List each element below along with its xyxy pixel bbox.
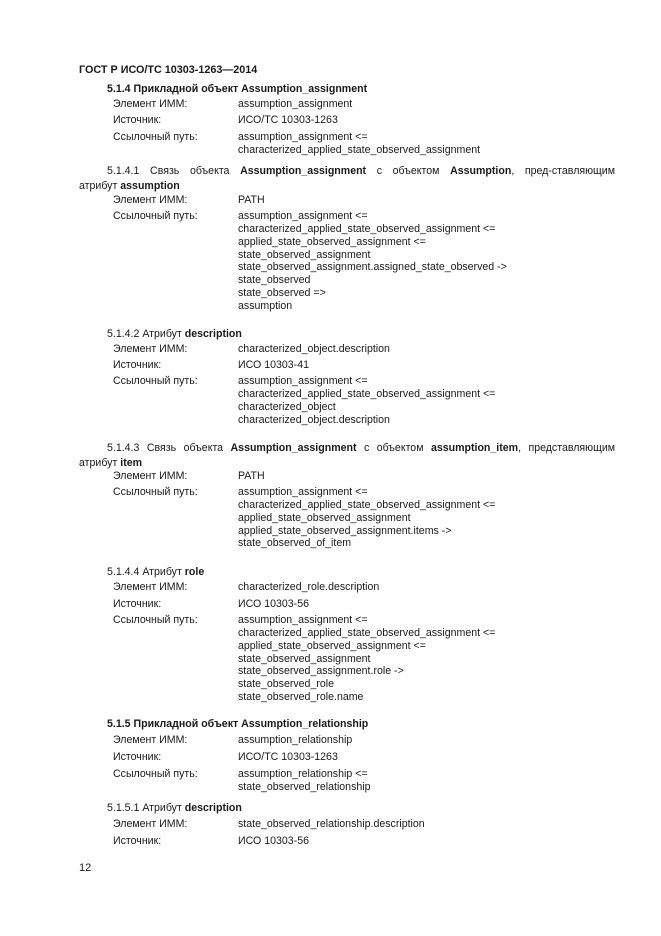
value-path [238, 210, 507, 313]
label-source: Источник: [113, 359, 162, 371]
label-source: Источник: [113, 598, 162, 610]
value-source: ИСО 10303-56 [238, 598, 309, 610]
path-line: characterized_applied_state_observed_assignment <= [238, 626, 496, 639]
value-element: assumption_relationship [238, 734, 353, 746]
path-line: applied_state_observed_assignment.items -> [238, 524, 452, 537]
label-source: Источник: [113, 751, 162, 763]
path-line: state_observed_assignment.assigned_state_observed -> [238, 261, 507, 274]
label-element: Элемент ИММ: [113, 734, 188, 746]
page-number: 12 [79, 862, 92, 874]
section-5-1-5-heading: 5.1.5 Прикладной объект Assumption_relationship [107, 718, 369, 730]
value-element: PATH [238, 470, 265, 482]
value-path [238, 486, 495, 550]
label-path: Ссылочный путь: [113, 768, 198, 780]
section-number: 5.1.4 Прикладной объект [107, 83, 239, 95]
value-path [238, 614, 495, 704]
label-element: Элемент ИММ: [113, 98, 188, 110]
value-path [238, 768, 371, 794]
label-path: Ссылочный путь: [113, 375, 198, 387]
path-line: state_observed_of_item [238, 537, 352, 550]
path-line: state_observed => [238, 287, 326, 300]
path-line: state_observed_relationship [238, 780, 371, 793]
path-line: state_observed_assignment [238, 652, 371, 665]
label-source: Источник: [113, 835, 162, 847]
section-5-1-4-heading [107, 83, 367, 96]
value-element: characterized_role.description [238, 581, 380, 593]
path-line: applied_state_observed_assignment <= [238, 235, 426, 248]
section-5-1-4-4-heading: 5.1.4.4 Атрибут role [107, 566, 205, 578]
path-line: state_observed_assignment [238, 248, 371, 261]
label-path: Ссылочный путь: [113, 131, 198, 143]
path-line: characterized_applied_state_observed_assignment [238, 143, 481, 156]
label-path: Ссылочный путь: [113, 210, 198, 222]
value-source: ИСО 10303-56 [238, 835, 309, 847]
value-source: ИСО/ТС 10303-1263 [238, 751, 338, 763]
section-5-1-4-3-paragraph: 5.1.4.3 Связь объекта Assumption_assignment с объектом assumption_item, представляющим атрибут item [79, 442, 616, 469]
label-path: Ссылочный путь: [113, 614, 198, 626]
path-line: assumption_assignment <= [238, 614, 368, 626]
label-path: Ссылочный путь: [113, 486, 198, 498]
path-line: characterized_applied_state_observed_assignment <= [238, 387, 496, 400]
value-element: state_observed_relationship.description [238, 818, 425, 830]
value-source: ИСО/ТС 10303-1263 [238, 114, 338, 126]
value-element: assumption_assignment [238, 98, 353, 110]
path-line: assumption_assignment <= [238, 210, 368, 222]
entity-name: Assumption_assignment [241, 83, 368, 95]
path-line: assumption [238, 299, 293, 312]
path-line: characterized_applied_state_observed_assignment <= [238, 498, 496, 511]
label-element: Элемент ИММ: [113, 343, 188, 355]
path-line: applied_state_observed_assignment <= [238, 639, 426, 652]
path-line: characterized_object [238, 400, 336, 413]
path-line: assumption_relationship <= [238, 768, 368, 780]
section-5-1-4-1-paragraph: 5.1.4.1 Связь объекта Assumption_assignment с объектом Assumption, пред-ставляющим атрибут assumption [79, 165, 615, 192]
label-element: Элемент ИММ: [113, 470, 188, 482]
section-5-1-5-1-heading: 5.1.5.1 Атрибут description [107, 802, 242, 814]
path-line: assumption_assignment <= [238, 486, 368, 498]
label-source: Источник: [113, 114, 162, 126]
value-source: ИСО 10303-41 [238, 359, 309, 371]
path-line: applied_state_observed_assignment [238, 511, 411, 524]
value-path [238, 131, 480, 157]
value-path [238, 375, 495, 426]
document-header: ГОСТ Р ИСО/ТС 10303-1263—2014 [79, 64, 258, 76]
path-line: assumption_assignment <= [238, 131, 368, 143]
path-line: assumption_assignment <= [238, 375, 368, 387]
path-line: state_observed_role [238, 678, 334, 691]
path-line: state_observed_role.name [238, 691, 364, 704]
path-line: characterized_applied_state_observed_assignment <= [238, 222, 496, 235]
path-line: characterized_object.description [238, 413, 390, 426]
value-element: characterized_object.description [238, 343, 390, 355]
label-element: Элемент ИММ: [113, 194, 188, 206]
label-element: Элемент ИММ: [113, 818, 188, 830]
section-5-1-4-2-heading: 5.1.4.2 Атрибут description [107, 328, 242, 340]
value-element: PATH [238, 194, 265, 206]
path-line: state_observed_assignment.role -> [238, 665, 404, 678]
path-line: state_observed [238, 274, 311, 287]
label-element: Элемент ИММ: [113, 581, 188, 593]
